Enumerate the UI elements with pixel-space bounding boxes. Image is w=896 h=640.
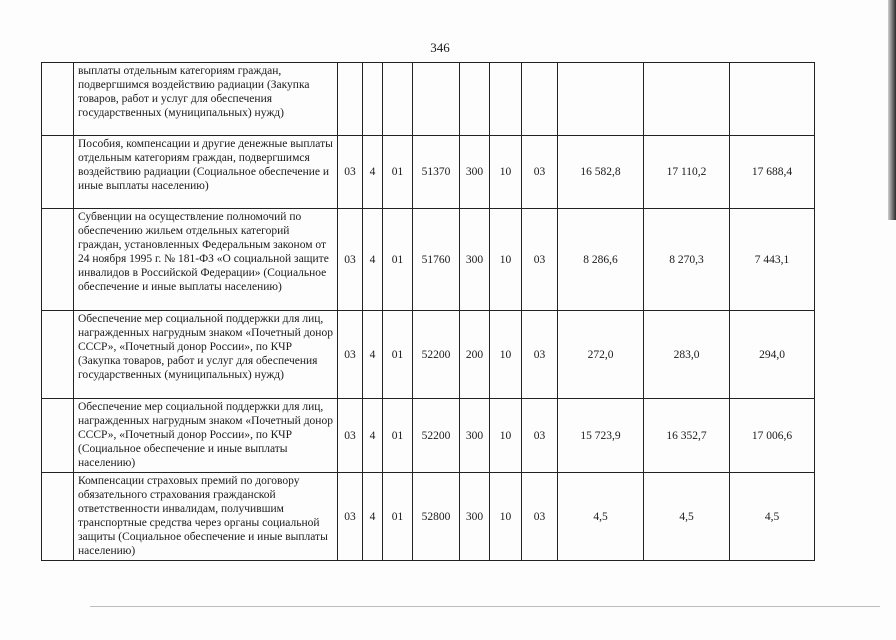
table-row — [42, 311, 815, 399]
code-subprogram-type: 4 — [363, 209, 383, 311]
amount-year-1 — [558, 63, 644, 136]
code-subprogram-type: 4 — [363, 473, 383, 561]
amount-year-1: 15 723,9 — [558, 399, 644, 473]
amount-year-2: 283,0 — [644, 311, 730, 399]
amount-year-3 — [730, 63, 815, 136]
scan-edge-shadow — [888, 0, 896, 220]
code-section: 10 — [490, 399, 522, 473]
code-subprogram: 01 — [383, 473, 413, 561]
row-number-cell — [42, 399, 74, 473]
code-subprogram-type: 4 — [363, 399, 383, 473]
amount-year-2: 4,5 — [644, 473, 730, 561]
amount-year-3: 4,5 — [730, 473, 815, 561]
code-expense-type: 300 — [460, 209, 490, 311]
code-subprogram-type: 4 — [363, 311, 383, 399]
code-section: 10 — [490, 311, 522, 399]
amount-year-3: 7 443,1 — [730, 209, 815, 311]
table-row — [42, 473, 815, 561]
code-section: 10 — [490, 473, 522, 561]
amount-year-2: 16 352,7 — [644, 399, 730, 473]
amount-year-1: 272,0 — [558, 311, 644, 399]
item-name: Компенсации страховых премий по договору обязательного страхования гражданской ответственности инвалидам, получившим транспортные средства через органы социальной защиты (Социальное обеспечение и иные выплаты населению) — [74, 473, 338, 561]
code-expense-type: 300 — [460, 136, 490, 209]
code-program: 03 — [338, 209, 363, 311]
code-expense-type: 300 — [460, 473, 490, 561]
amount-year-2 — [644, 63, 730, 136]
row-number-cell — [42, 209, 74, 311]
code-section: 10 — [490, 209, 522, 311]
code-subprogram: 01 — [383, 311, 413, 399]
code-program: 03 — [338, 399, 363, 473]
code-expense-type: 300 — [460, 399, 490, 473]
row-number-cell — [42, 473, 74, 561]
code-subsection: 03 — [522, 311, 558, 399]
row-number-cell — [42, 63, 74, 136]
code-subprogram: 01 — [383, 209, 413, 311]
code-program — [338, 63, 363, 136]
code-direction: 51370 — [413, 136, 460, 209]
code-direction — [413, 63, 460, 136]
code-direction: 52200 — [413, 399, 460, 473]
code-subsection: 03 — [522, 136, 558, 209]
code-expense-type — [460, 63, 490, 136]
code-subprogram-type: 4 — [363, 136, 383, 209]
code-subprogram: 01 — [383, 136, 413, 209]
scan-artifact-line — [90, 606, 880, 607]
amount-year-2: 8 270,3 — [644, 209, 730, 311]
code-section: 10 — [490, 136, 522, 209]
table-row — [42, 209, 815, 311]
item-name: Пособия, компенсации и другие денежные выплаты отдельным категориям граждан, подвергшимся воздействию радиации (Социальное обеспечение и иные выплаты населению) — [74, 136, 338, 209]
budget-table — [41, 62, 815, 561]
amount-year-1: 4,5 — [558, 473, 644, 561]
amount-year-1: 16 582,8 — [558, 136, 644, 209]
code-subsection — [522, 63, 558, 136]
table-row — [42, 399, 815, 473]
code-subprogram-type — [363, 63, 383, 136]
code-program: 03 — [338, 136, 363, 209]
code-subprogram — [383, 63, 413, 136]
code-expense-type: 200 — [460, 311, 490, 399]
item-name: выплаты отдельным категориям граждан, подвергшимся воздействию радиации (Закупка товаров, работ и услуг для обеспечения государственных (муниципальных) нужд) — [74, 63, 338, 136]
page-number: 346 — [430, 40, 450, 55]
amount-year-3: 17 688,4 — [730, 136, 815, 209]
code-section — [490, 63, 522, 136]
code-program: 03 — [338, 311, 363, 399]
code-direction: 52200 — [413, 311, 460, 399]
item-name: Субвенции на осуществление полномочий по обеспечению жильем отдельных категорий граждан, установленных Федеральным законом от 24 ноября 1995 г. № 181-ФЗ «О социальной защите инвалидов в Российской Федерации» (Социальное обеспечение и иные выплаты населению) — [74, 209, 338, 311]
code-subsection: 03 — [522, 209, 558, 311]
amount-year-2: 17 110,2 — [644, 136, 730, 209]
amount-year-1: 8 286,6 — [558, 209, 644, 311]
code-subsection: 03 — [522, 473, 558, 561]
code-program: 03 — [338, 473, 363, 561]
item-name: Обеспечение мер социальной поддержки для лиц, награжденных нагрудным знаком «Почетный донор СССР», «Почетный донор России», по КЧР (Закупка товаров, работ и услуг для обеспечения государственных (муниципальных) нужд) — [74, 311, 338, 399]
code-direction: 51760 — [413, 209, 460, 311]
code-subprogram: 01 — [383, 399, 413, 473]
table-row — [42, 63, 815, 136]
code-subsection: 03 — [522, 399, 558, 473]
row-number-cell — [42, 311, 74, 399]
table-row — [42, 136, 815, 209]
code-direction: 52800 — [413, 473, 460, 561]
amount-year-3: 17 006,6 — [730, 399, 815, 473]
amount-year-3: 294,0 — [730, 311, 815, 399]
item-name: Обеспечение мер социальной поддержки для лиц, награжденных нагрудным знаком «Почетный донор СССР», «Почетный донор России», по КЧР (Социальное обеспечение и иные выплаты населению) — [74, 399, 338, 473]
row-number-cell — [42, 136, 74, 209]
